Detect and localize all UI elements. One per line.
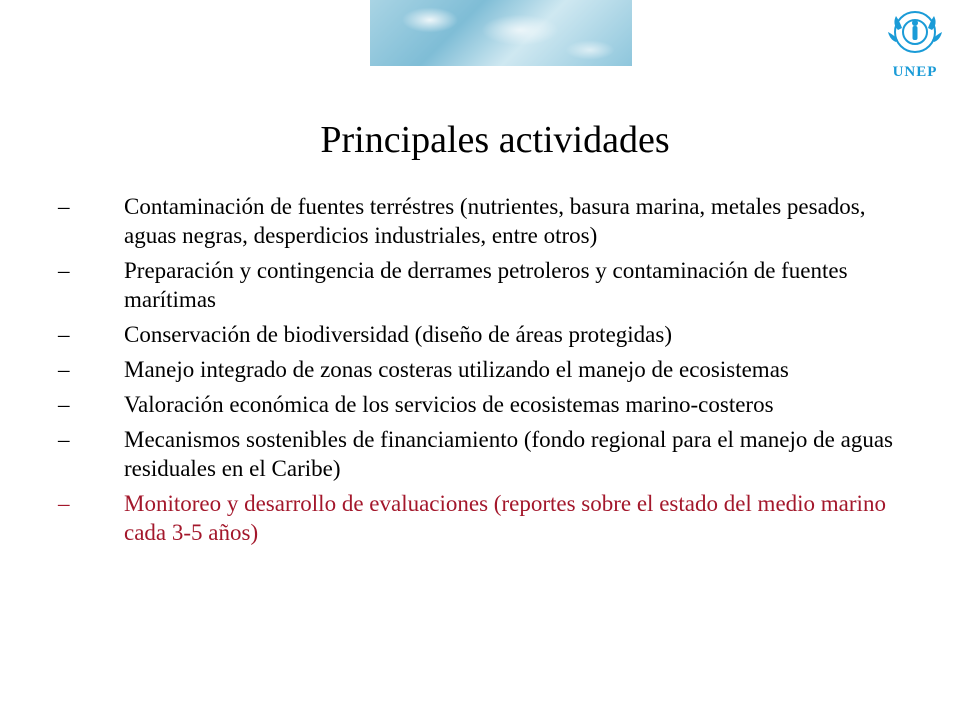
list-item	[58, 320, 898, 349]
list-item-text: Conservación de biodiversidad (diseño de áreas protegidas)	[124, 322, 672, 347]
list-item	[58, 192, 898, 250]
list-dash: –	[58, 194, 70, 219]
unep-logo	[880, 8, 950, 80]
list-dash: –	[58, 258, 70, 283]
list-dash: –	[58, 491, 70, 516]
list-item-text: Monitoreo y desarrollo de evaluaciones (reportes sobre el estado del medio marino cada 3-5 años)	[124, 491, 886, 545]
list-dash: –	[58, 322, 70, 347]
list-dash: –	[58, 427, 70, 452]
water-banner-image	[370, 0, 632, 66]
list-item-text: Preparación y contingencia de derrames petroleros y contaminación de fuentes marítimas	[124, 258, 848, 312]
unep-logo-text: UNEP	[892, 64, 938, 80]
unep-emblem-icon	[880, 8, 950, 80]
list-item-text: Manejo integrado de zonas costeras utilizando el manejo de ecosistemas	[124, 357, 789, 382]
list-item-text: Contaminación de fuentes terréstres (nutrientes, basura marina, metales pesados, aguas negras, desperdicios industriales, entre otros)	[124, 194, 866, 248]
activities-list	[58, 192, 898, 553]
list-item	[58, 390, 898, 419]
list-item	[58, 256, 898, 314]
slide-title: Principales actividades	[320, 119, 670, 161]
list-dash: –	[58, 392, 70, 417]
list-item-text: Valoración económica de los servicios de ecosistemas marino-costeros	[124, 392, 774, 417]
list-dash: –	[58, 357, 70, 382]
list-item-highlighted	[58, 489, 898, 547]
list-item	[58, 425, 898, 483]
list-item	[58, 355, 898, 384]
list-item-text: Mecanismos sostenibles de financiamiento (fondo regional para el manejo de aguas residuales en el Caribe)	[124, 427, 893, 481]
